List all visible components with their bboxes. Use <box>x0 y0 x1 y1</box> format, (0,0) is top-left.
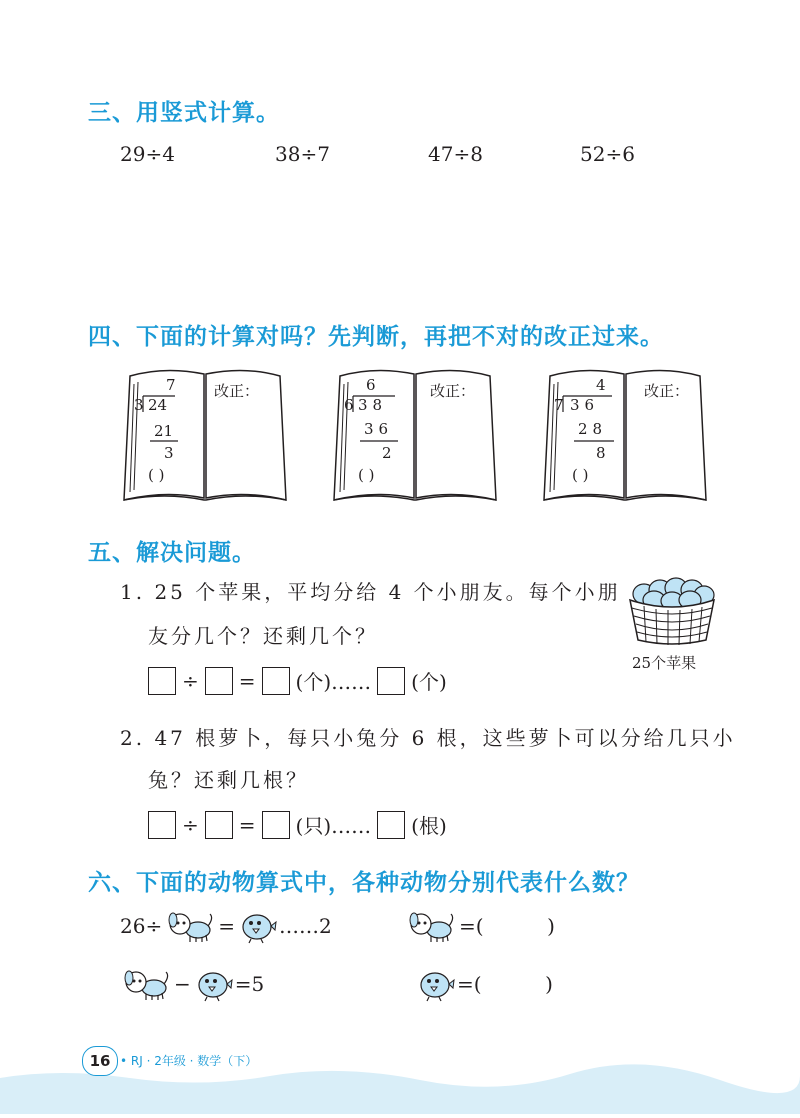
footer-wave <box>0 1064 800 1114</box>
divisor: 6 <box>344 396 354 414</box>
divisor: 7 <box>554 396 564 414</box>
section-4-heading: 四、下面的计算对吗？先判断，再把不对的改正过来。 <box>88 324 664 350</box>
unit-label: (个) <box>411 670 447 694</box>
product: 36 <box>364 420 394 438</box>
eq2-result: =5 <box>234 972 265 996</box>
section-5-heading: 五、解决问题。 <box>88 540 256 566</box>
division-expr-2: 38÷7 <box>275 142 330 166</box>
answer-box[interactable] <box>377 667 405 695</box>
section-3-heading: 三、用竖式计算。 <box>88 100 280 126</box>
animal-equation-2 <box>120 966 264 1002</box>
division-expr-3: 47÷8 <box>428 142 483 166</box>
division-expr-4: 52÷6 <box>580 142 635 166</box>
section-6-heading: 六、下面的动物算式中，各种动物分别代表什么数？ <box>88 870 640 896</box>
book-3 <box>540 362 710 508</box>
dividend: 24 <box>148 396 168 414</box>
page-number: 16 <box>82 1046 118 1076</box>
answer-box[interactable] <box>148 811 176 839</box>
footer-text: • RJ · 2年级 · 数学（下） <box>120 1054 258 1068</box>
judge-parens[interactable]: ( ) <box>148 466 165 484</box>
problem-2-line-1: 2. 47 根萝卜，每只小兔分 6 根，这些萝卜可以分给几只小 <box>120 726 736 750</box>
dog-icon <box>405 908 457 944</box>
bird-answer-blank[interactable]: =( ) <box>457 972 553 996</box>
problem-2-line-2: 兔？还剩几根？ <box>148 768 309 792</box>
fix-label: 改正： <box>430 382 476 400</box>
divide-sign: ÷ <box>182 668 199 693</box>
book-1 <box>120 362 290 508</box>
eq2-minus: − <box>174 972 191 996</box>
remainder: 8 <box>596 444 606 462</box>
judge-parens[interactable]: ( ) <box>572 466 589 484</box>
quotient: 7 <box>166 376 176 394</box>
apple-basket-image <box>624 570 720 646</box>
basket-caption: 25个苹果 <box>632 654 697 672</box>
product: 21 <box>154 422 174 440</box>
eq1-equals: = <box>218 914 235 938</box>
product: 28 <box>578 420 608 438</box>
unit-label: (个)…… <box>295 670 372 694</box>
equals-sign: = <box>238 668 256 693</box>
fix-label: 改正： <box>214 382 260 400</box>
dog-answer <box>405 908 555 944</box>
open-book-icon <box>120 362 290 508</box>
fix-label: 改正： <box>644 382 690 400</box>
problem-1-equation <box>148 666 447 695</box>
wave-decoration <box>0 1064 800 1114</box>
dog-icon <box>120 966 172 1002</box>
bird-icon <box>193 966 233 1002</box>
judge-parens[interactable]: ( ) <box>358 466 375 484</box>
bird-icon <box>415 966 455 1002</box>
animal-equation-1 <box>120 908 332 944</box>
division-expr-1: 29÷4 <box>120 142 175 166</box>
answer-box[interactable] <box>377 811 405 839</box>
bird-icon <box>237 908 277 944</box>
apple-basket-icon <box>624 570 720 646</box>
divisor: 3 <box>134 396 144 414</box>
eq1-prefix: 26÷ <box>120 914 163 938</box>
problem-1-line-2: 友分几个？还剩几个？ <box>148 624 378 648</box>
problem-2-equation <box>148 810 447 839</box>
unit-label: (根) <box>411 814 447 838</box>
dog-icon <box>164 908 216 944</box>
equals-sign: = <box>238 812 256 837</box>
dividend: 38 <box>358 396 388 414</box>
eq1-remainder: ……2 <box>278 914 332 938</box>
answer-box[interactable] <box>262 811 290 839</box>
remainder: 2 <box>382 444 392 462</box>
answer-box[interactable] <box>262 667 290 695</box>
dog-answer-blank[interactable]: =( ) <box>459 914 555 938</box>
remainder: 3 <box>164 444 174 462</box>
unit-label: (只)…… <box>295 814 372 838</box>
answer-box[interactable] <box>148 667 176 695</box>
quotient: 4 <box>596 376 606 394</box>
answer-box[interactable] <box>205 667 233 695</box>
bird-answer <box>415 966 553 1002</box>
dividend: 36 <box>570 396 600 414</box>
problem-1-line-1: 1. 25 个苹果，平均分给 4 个小朋友。每个小朋 <box>120 580 621 604</box>
answer-box[interactable] <box>205 811 233 839</box>
quotient: 6 <box>366 376 376 394</box>
divide-sign: ÷ <box>182 812 199 837</box>
book-2 <box>330 362 500 508</box>
